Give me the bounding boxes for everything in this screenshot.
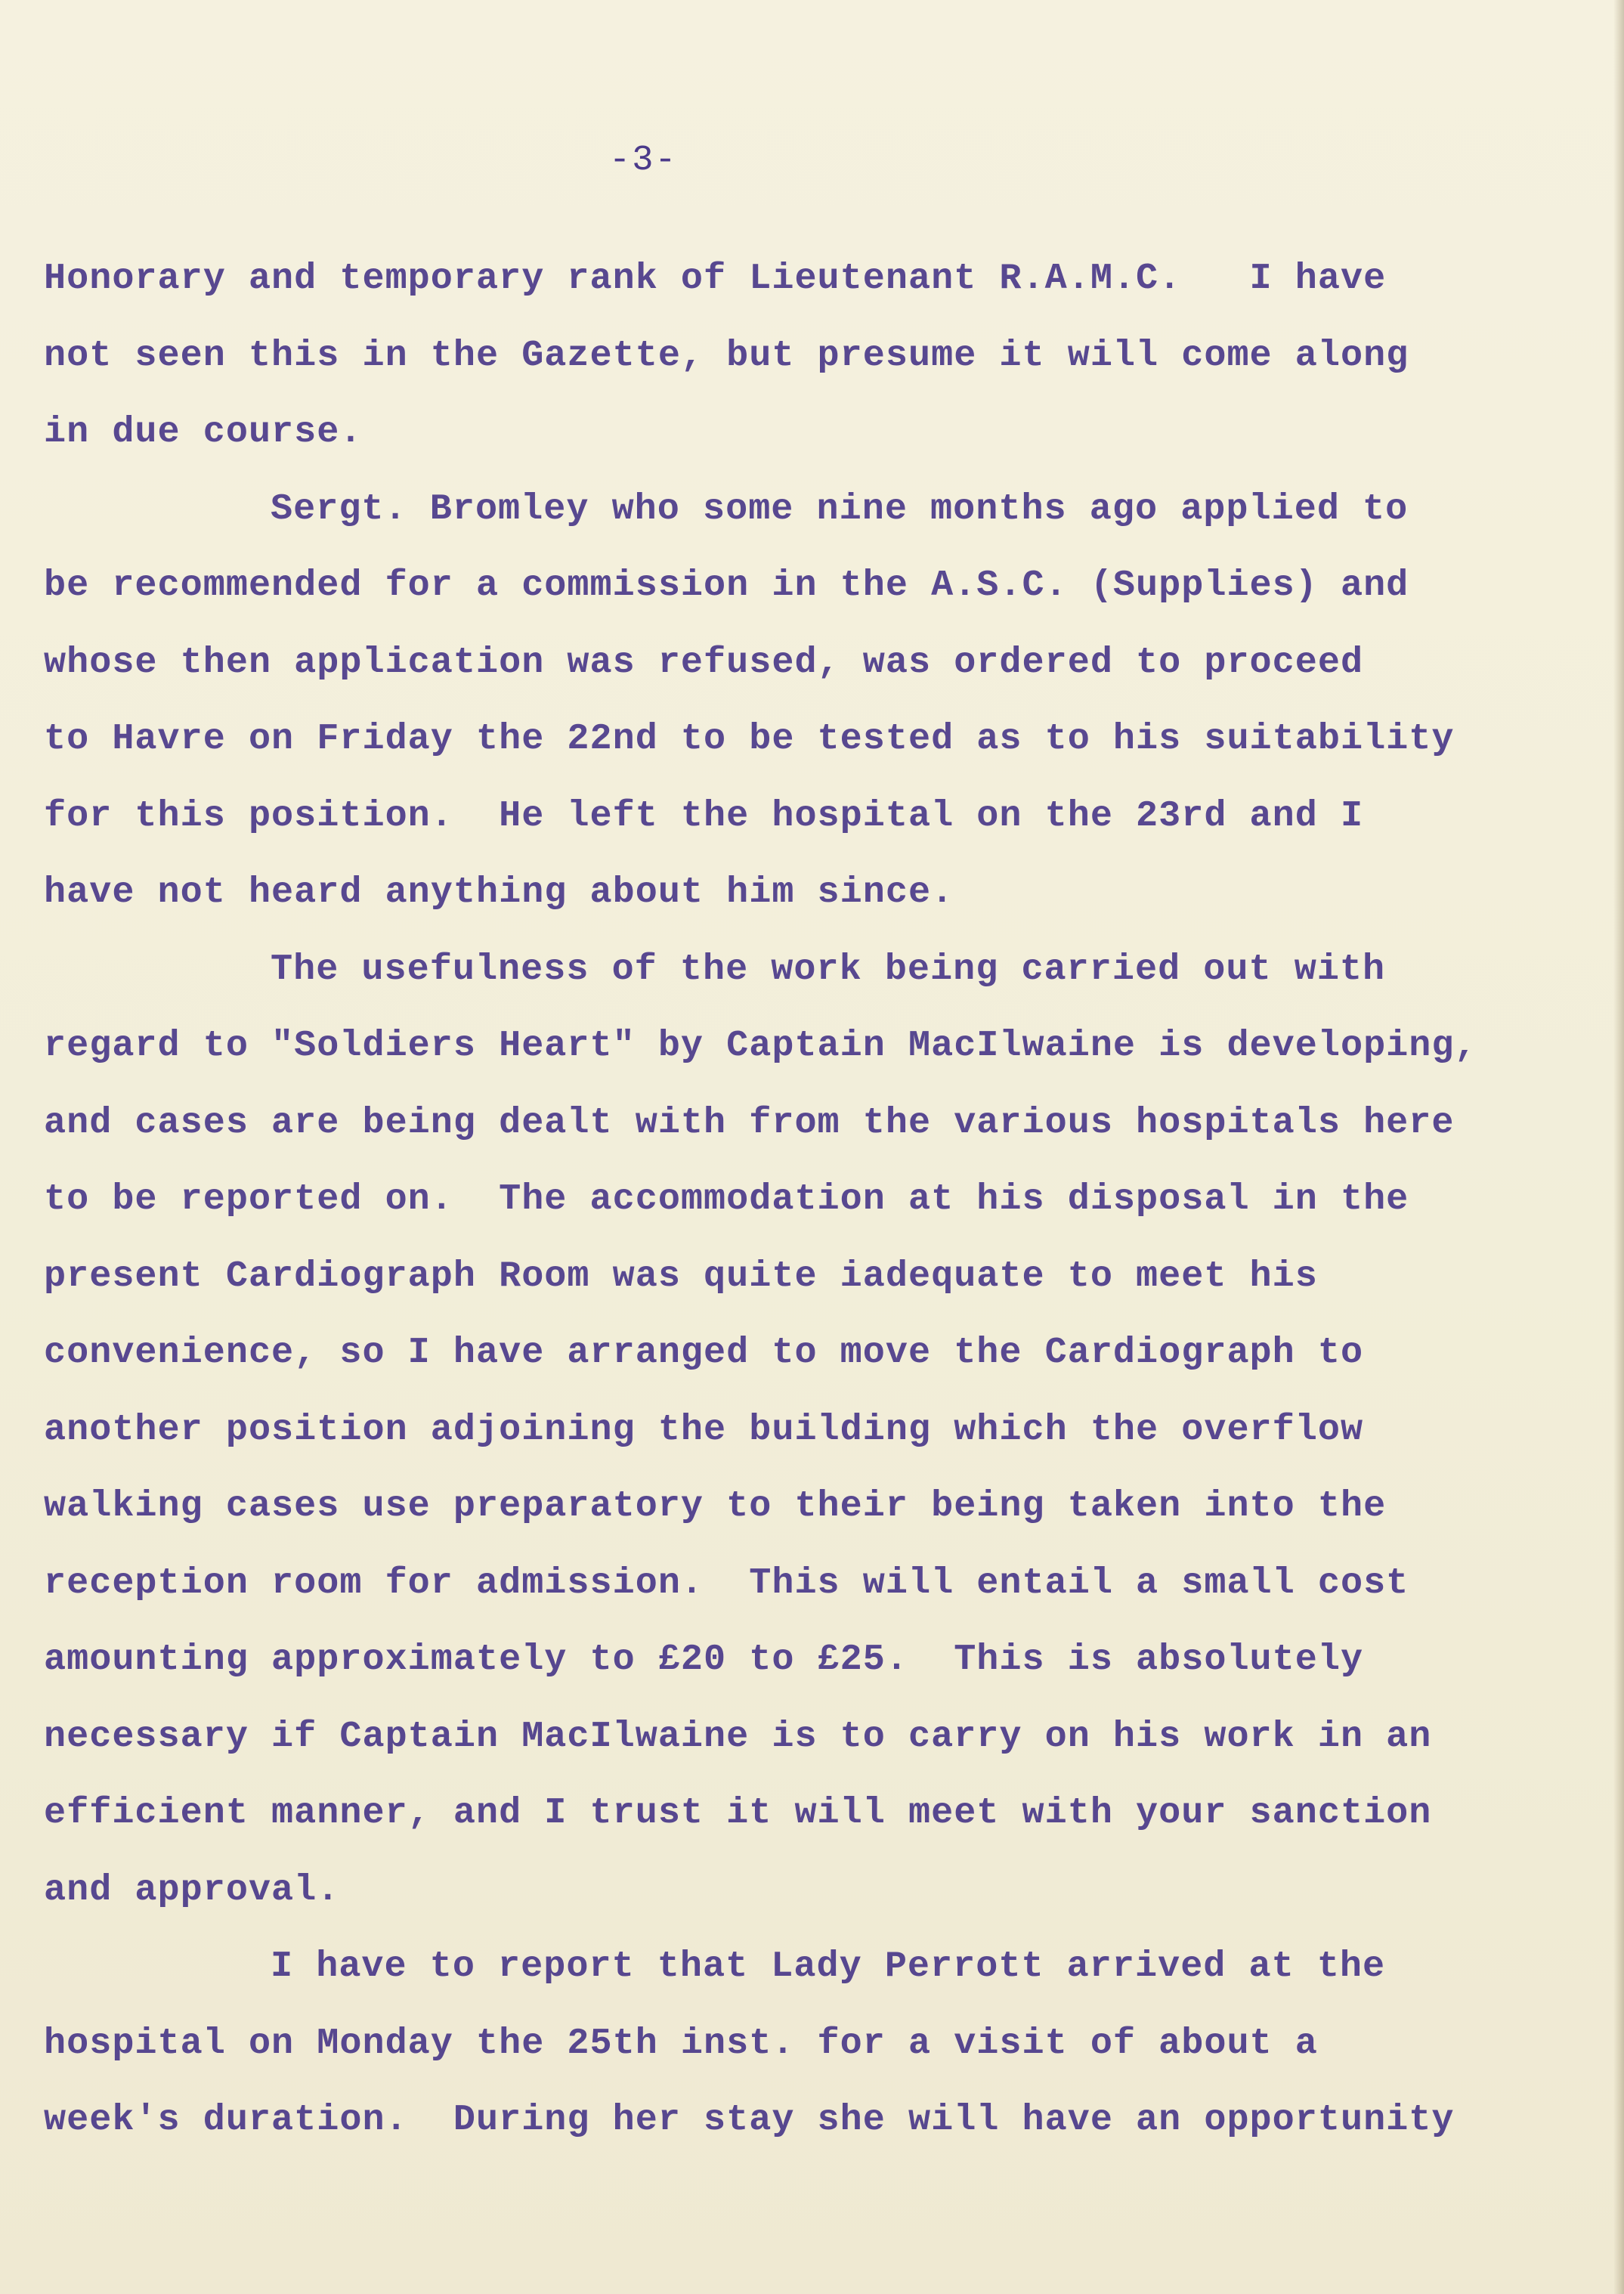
text-line: walking cases use preparatory to their being taken into the [44, 1485, 1387, 1527]
text-line: hospital on Monday the 25th inst. for a visit of about a [44, 2022, 1318, 2064]
text-line: for this position. He left the hospital on the 23rd and I [44, 794, 1364, 837]
text-line: necessary if Captain MacIlwaine is to carry on his work in an [44, 1715, 1432, 1757]
text-line: Honorary and temporary rank of Lieutenant R.A.M.C. I have [44, 258, 1387, 299]
text-line: have not heard anything about him since. [44, 871, 954, 913]
text-line: The usefulness of the work being carried out with [271, 948, 1386, 990]
page-number: -3- [609, 141, 678, 181]
text-line: amounting approximately to £20 to £25. This is absolutely [44, 1639, 1364, 1680]
text-line: and approval. [44, 1868, 340, 1911]
text-line: efficient manner, and I trust it will meet with your sanction [44, 1792, 1432, 1834]
text-line: and cases are being dealt with from the various hospitals here [44, 1101, 1455, 1144]
text-line: to be reported on. The accommodation at his disposal in the [44, 1178, 1409, 1220]
text-line: present Cardiograph Room was quite iadequate to meet his [44, 1255, 1318, 1297]
letter-body [44, 249, 1570, 2168]
text-line: Sergt. Bromley who some nine months ago applied to [271, 488, 1409, 530]
text-line: not seen this in the Gazette, but presume it will come along [44, 334, 1409, 376]
text-line: regard to "Soldiers Heart" by Captain MacIlwaine is developing, [44, 1025, 1477, 1067]
text-line: in due course. [44, 411, 363, 453]
text-line: whose then application was refused, was ordered to proceed [44, 641, 1364, 683]
text-line: to Havre on Friday the 22nd to be tested as to his suitability [44, 718, 1455, 760]
page-edge-shadow [1613, 0, 1624, 2294]
text-line: I have to report that Lady Perrott arrived at the [271, 1946, 1386, 1987]
text-line: reception room for admission. This will entail a small cost [44, 1562, 1409, 1604]
text-line: be recommended for a commission in the A.S.C. (Supplies) and [44, 565, 1409, 606]
text-line: convenience, so I have arranged to move the Cardiograph to [44, 1332, 1364, 1373]
text-line: week's duration. During her stay she will have an opportunity [44, 2099, 1455, 2141]
text-line: another position adjoining the building which the overflow [44, 1408, 1364, 1450]
